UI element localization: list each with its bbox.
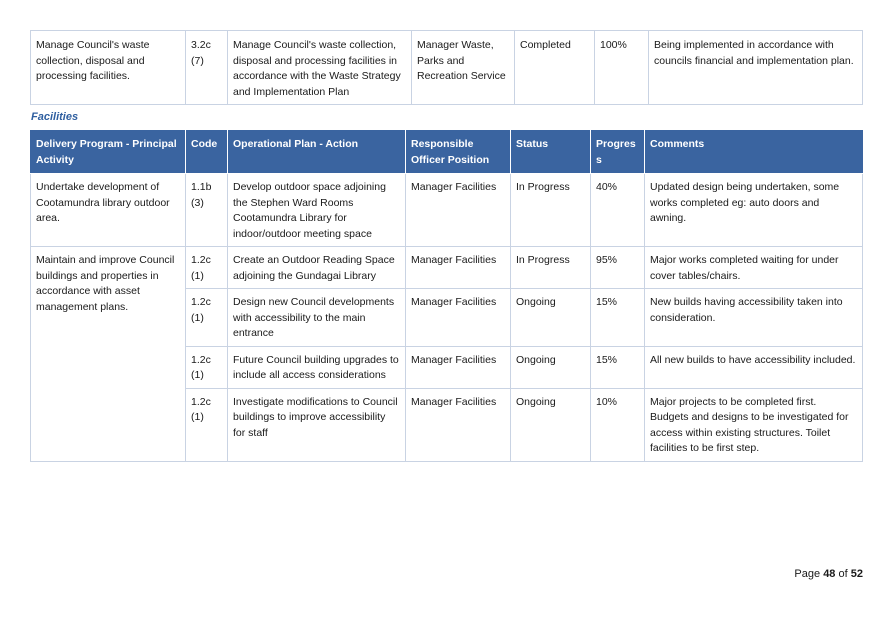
table-row (31, 247, 863, 289)
progress-cell: 100% (595, 31, 649, 105)
progress-cell: 10% (591, 388, 645, 461)
header-code: Code (186, 131, 228, 174)
table-row (31, 174, 863, 247)
code-cell: 3.2c (7) (186, 31, 228, 105)
action-cell: Investigate modifications to Council buildings to improve accessibility for staff (228, 388, 406, 461)
officer-cell: Manager Facilities (406, 247, 511, 289)
progress-cell: 15% (591, 346, 645, 388)
header-comments: Comments (645, 131, 863, 174)
code-cell: 1.1b (3) (186, 174, 228, 247)
waste-table (30, 30, 863, 105)
officer-cell: Manager Facilities (406, 346, 511, 388)
status-cell: In Progress (511, 174, 591, 247)
comments-cell: All new builds to have accessibility included. (645, 346, 863, 388)
principal-activity-cell: Maintain and improve Council buildings and properties in accordance with asset management plans. (31, 247, 186, 462)
section-title: Facilities (31, 111, 79, 123)
officer-cell: Manager Facilities (406, 388, 511, 461)
table-header-row (31, 131, 863, 174)
total-pages: 52 (850, 568, 863, 580)
page-of: of (838, 568, 848, 580)
code-cell: 1.2c (1) (186, 346, 228, 388)
status-cell: Ongoing (511, 346, 591, 388)
current-page: 48 (823, 568, 836, 580)
action-cell: Future Council building upgrades to include all access considerations (228, 346, 406, 388)
page-prefix: Page (794, 568, 821, 580)
officer-cell: Manager Facilities (406, 289, 511, 347)
progress-cell: 95% (591, 247, 645, 289)
comments-cell: Major works completed waiting for under cover tables/chairs. (645, 247, 863, 289)
action-cell: Develop outdoor space adjoining the Stephen Ward Rooms Cootamundra Library for indoor/outdoor meeting space (228, 174, 406, 247)
facilities-table (30, 130, 863, 462)
table-row (31, 31, 863, 105)
action-cell: Design new Council developments with accessibility to the main entrance (228, 289, 406, 347)
header-officer: Responsible Officer Position (406, 131, 511, 174)
code-cell: 1.2c (1) (186, 247, 228, 289)
progress-cell: 40% (591, 174, 645, 247)
comments-cell: Being implemented in accordance with councils financial and implementation plan. (649, 31, 863, 105)
comments-cell: New builds having accessibility taken into consideration. (645, 289, 863, 347)
code-cell: 1.2c (1) (186, 289, 228, 347)
officer-cell: Manager Waste, Parks and Recreation Service (412, 31, 515, 105)
principal-activity-cell: Undertake development of Cootamundra library outdoor area. (31, 174, 186, 247)
action-cell: Manage Council's waste collection, disposal and processing facilities in accordance with the Waste Strategy and Implementation Plan (228, 31, 412, 105)
code-cell: 1.2c (1) (186, 388, 228, 461)
header-status: Status (511, 131, 591, 174)
header-principal-activity: Delivery Program - Principal Activity (31, 131, 186, 174)
officer-cell: Manager Facilities (406, 174, 511, 247)
comments-cell: Updated design being undertaken, some works completed eg: auto doors and awning. (645, 174, 863, 247)
header-progress: Progress (591, 131, 645, 174)
principal-activity-cell: Manage Council's waste collection, disposal and processing facilities. (31, 31, 186, 105)
status-cell: Completed (515, 31, 595, 105)
header-action: Operational Plan - Action (228, 131, 406, 174)
status-cell: Ongoing (511, 289, 591, 347)
comments-cell: Major projects to be completed first. Budgets and designs to be investigated for access within existing structures. Toilet facilities to be first step. (645, 388, 863, 461)
progress-cell: 15% (591, 289, 645, 347)
status-cell: Ongoing (511, 388, 591, 461)
action-cell: Create an Outdoor Reading Space adjoining the Gundagai Library (228, 247, 406, 289)
page-number (794, 567, 863, 583)
status-cell: In Progress (511, 247, 591, 289)
